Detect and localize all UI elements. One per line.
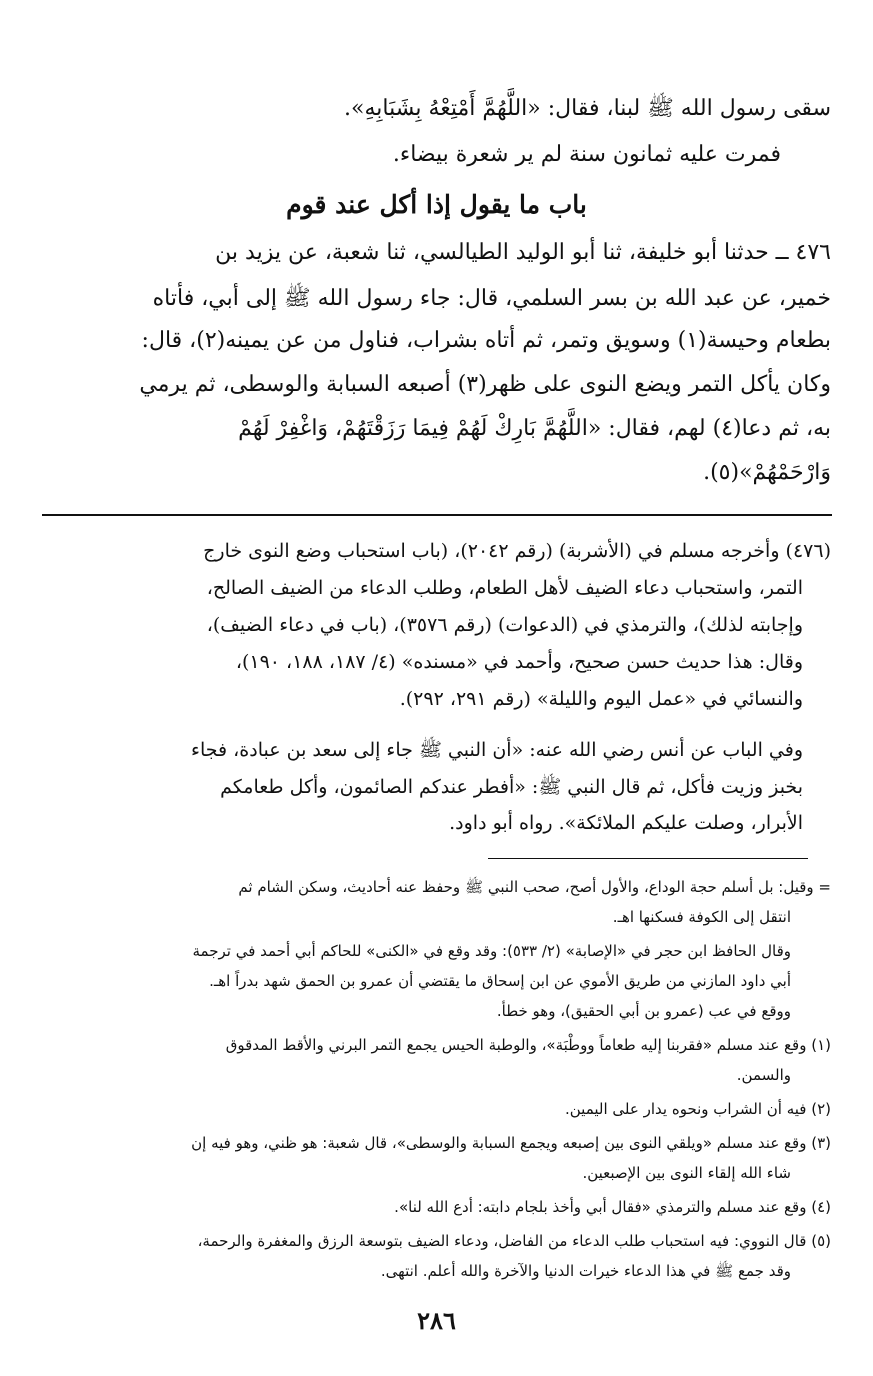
intro-line-1: سقى رسول الله ﷺ لبنا، فقال: «اللَّهُمَّ أَمْتِعْهُ بِشَبَابِهِ». (344, 96, 831, 121)
hadith-line: خمير، عن عبد الله بن بسر السلمي، قال: جاء رسول الله ﷺ إلى أبي، فأتاه (152, 286, 831, 311)
footnote-line: ووقع في عب (عمرو بن أبي الحقيق)، وهو خطأ. (496, 1002, 791, 1020)
footnote-line: أبي داود المازني من طريق الأموي عن ابن إسحاق ما يقتضي أن عمرو بن الحمق شهد بدراً اهـ. (209, 972, 791, 990)
hadith-line: ٤٧٦ ــ حدثنا أبو خليفة، ثنا أبو الوليد الطيالسي، ثنا شعبة، عن يزيد بن (215, 240, 831, 265)
takhrij-line: والنسائي في «عمل اليوم والليلة» (رقم ٢٩١، ٢٩٢). (399, 688, 803, 710)
hadith-line: وكان يأكل التمر ويضع النوى على ظهر(٣) أصبعه السبابة والوسطى، ثم يرمي (139, 372, 831, 397)
bab-line: الأبرار، وصلت عليكم الملائكة». رواه أبو داود. (449, 812, 803, 834)
footnote-line: = وقيل: بل أسلم حجة الوداع، والأول أصح، صحب النبي ﷺ وحفظ عنه أحاديث، وسكن الشام ثم (238, 878, 831, 896)
bab-line: وفي الباب عن أنس رضي الله عنه: «أن النبي ﷺ جاء إلى سعد بن عبادة، فجاء (191, 739, 803, 761)
footnote-3: (٣) وقع عند مسلم «ويلقي النوى بين إصبعه ويجمع السبابة والوسطى»، قال شعبة: هو ظني، وهو فيه إن (191, 1134, 831, 1152)
footnote-1-cont: والسمن. (736, 1066, 791, 1084)
page-number: ٢٨٦ (417, 1306, 456, 1335)
footnote-2: (٢) فيه أن الشراب ونحوه يدار على اليمين. (565, 1100, 831, 1118)
hadith-line: بطعام وحيسة(١) وسويق وتمر، ثم أتاه بشراب، فناول من عن يمينه(٢)، قال: (141, 328, 831, 353)
footnote-line: وقال الحافظ ابن حجر في «الإصابة» (٢/ ٥٣٣): وقد وقع في «الكنى» للحاكم أبي أحمد في ترجمة (192, 942, 791, 960)
footnote-divider (488, 858, 808, 859)
footnote-line: انتقل إلى الكوفة فسكنها اهـ. (612, 908, 791, 926)
footnote-4: (٤) وقع عند مسلم والترمذي «فقال أبي وأخذ بلجام دابته: أدع الله لنا». (394, 1198, 831, 1216)
footnote-5-cont: وقد جمع ﷺ في هذا الدعاء خيرات الدنيا والآخرة والله أعلم. انتهى. (380, 1262, 791, 1280)
hadith-line: به، ثم دعا(٤) لهم، فقال: «اللَّهُمَّ بَارِكْ لَهُمْ فِيمَا رَزَقْتَهُمْ، وَاغْفِرْ لَهُمْ (238, 416, 831, 441)
takhrij-line: وقال: هذا حديث حسن صحيح، وأحمد في «مسنده» (٤/ ١٨٧، ١٨٨، ١٩٠)، (235, 651, 803, 673)
section-divider (42, 514, 832, 516)
footnote-3-cont: شاء الله إلقاء النوى بين الإصبعين. (582, 1164, 791, 1182)
footnote-1: (١) وقع عند مسلم «فقربنا إليه طعاماً ووطْبَة»، والوطبة الحيس يجمع التمر البرني والأقط المدقوق (225, 1036, 831, 1054)
takhrij-line: التمر، واستحباب دعاء الضيف لأهل الطعام، وطلب الدعاء من الضيف الصالح، (206, 577, 803, 599)
takhrij-line: (٤٧٦) وأخرجه مسلم في (الأشربة) (رقم ٢٠٤٢)، (باب استحباب وضع النوى خارج (203, 540, 831, 562)
chapter-heading: باب ما يقول إذا أكل عند قوم (286, 190, 587, 219)
footnote-5: (٥) قال النووي: فيه استحباب طلب الدعاء من الفاضل، ودعاء الضيف بتوسعة الرزق والمغفرة والرحمة، (197, 1232, 831, 1250)
takhrij-line: وإجابته لذلك)، والترمذي في (الدعوات) (رقم ٣٥٧٦)، (باب في دعاء الضيف)، (206, 614, 803, 636)
bab-line: بخبز وزيت فأكل، ثم قال النبي ﷺ: «أفطر عندكم الصائمون، وأكل طعامكم (220, 776, 803, 798)
intro-line-2: فمرت عليه ثمانون سنة لم ير شعرة بيضاء. (392, 142, 781, 167)
hadith-line: وَارْحَمْهُمْ»(٥). (703, 460, 831, 485)
